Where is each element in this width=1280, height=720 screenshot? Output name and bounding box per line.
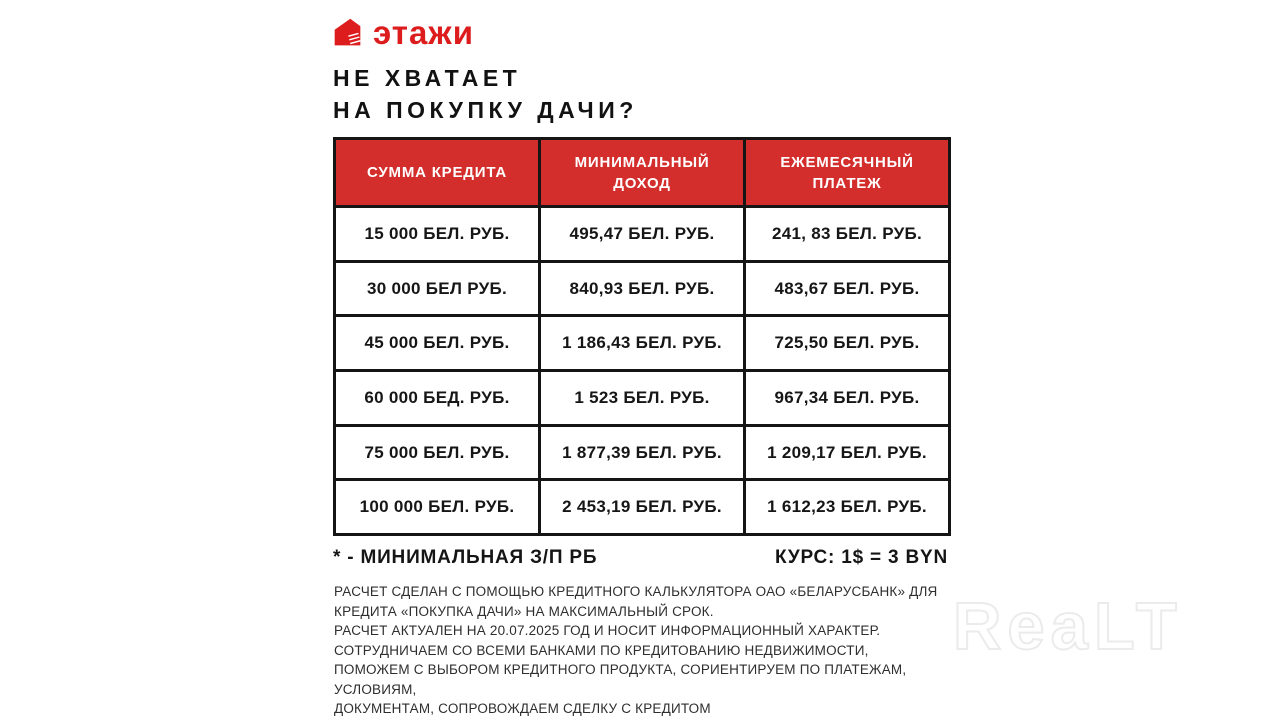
cell-monthly-payment: 1 612,23 БЕЛ. РУБ. bbox=[745, 480, 950, 535]
credit-table-body bbox=[335, 207, 950, 535]
disclaimer-line: СОТРУДНИЧАЕМ СО ВСЕМИ БАНКАМИ ПО КРЕДИТОВАНИЮ НЕДВИЖИМОСТИ, bbox=[334, 642, 869, 658]
column-header-loan-amount: СУММА КРЕДИТА bbox=[335, 139, 540, 207]
footnotes-row bbox=[333, 547, 948, 569]
column-header-min-income: МИНИМАЛЬНЫЙ ДОХОД bbox=[540, 139, 745, 207]
table-row bbox=[335, 207, 950, 262]
cell-monthly-payment: 967,34 БЕЛ. РУБ. bbox=[745, 371, 950, 426]
disclaimer-line: ДОКУМЕНТАМ, СОПРОВОЖДАЕМ СДЕЛКУ С КРЕДИТОМ bbox=[334, 701, 711, 716]
cell-monthly-payment: 483,67 БЕЛ. РУБ. bbox=[745, 261, 950, 316]
disclaimer-text bbox=[334, 582, 982, 719]
brand-logo-text: этажи bbox=[373, 14, 474, 51]
cell-loan-amount: 100 000 БЕЛ. РУБ. bbox=[335, 480, 540, 535]
header-row bbox=[335, 139, 950, 207]
page-title-line1: НЕ ХВАТАЕТ bbox=[333, 65, 522, 91]
cell-loan-amount: 15 000 БЕЛ. РУБ. bbox=[335, 207, 540, 262]
page-title-line2: НА ПОКУПКУ ДАЧИ? bbox=[333, 97, 638, 123]
footnote-exchange-rate: КУРС: 1$ = 3 BYN bbox=[775, 547, 948, 568]
table-row bbox=[335, 261, 950, 316]
brand-logo bbox=[331, 16, 474, 49]
table-row bbox=[335, 480, 950, 535]
cell-loan-amount: 45 000 БЕЛ. РУБ. bbox=[335, 316, 540, 371]
cell-monthly-payment: 725,50 БЕЛ. РУБ. bbox=[745, 316, 950, 371]
cell-min-income: 1 523 БЕЛ. РУБ. bbox=[540, 371, 745, 426]
credit-table bbox=[333, 137, 951, 536]
cell-loan-amount: 75 000 БЕЛ. РУБ. bbox=[335, 425, 540, 480]
cell-loan-amount: 60 000 БЕД. РУБ. bbox=[335, 371, 540, 426]
cell-monthly-payment: 1 209,17 БЕЛ. РУБ. bbox=[745, 425, 950, 480]
disclaimer-line: РАСЧЕТ АКТУАЛЕН НА 20.07.2025 ГОД И НОСИТ ИНФОРМАЦИОННЫЙ ХАРАКТЕР. bbox=[334, 623, 881, 638]
cell-monthly-payment: 241, 83 БЕЛ. РУБ. bbox=[745, 207, 950, 262]
cell-min-income: 495,47 БЕЛ. РУБ. bbox=[540, 207, 745, 262]
cell-min-income: 840,93 БЕЛ. РУБ. bbox=[540, 261, 745, 316]
house-icon bbox=[331, 16, 364, 49]
table-row bbox=[335, 371, 950, 426]
cell-min-income: 1 186,43 БЕЛ. РУБ. bbox=[540, 316, 745, 371]
footnote-min-salary: * - МИНИМАЛЬНАЯ З/П РБ bbox=[333, 547, 598, 568]
table-row bbox=[335, 316, 950, 371]
realt-watermark: ReaLT bbox=[953, 589, 1183, 664]
cell-min-income: 1 877,39 БЕЛ. РУБ. bbox=[540, 425, 745, 480]
disclaimer-line: ПОМОЖЕМ С ВЫБОРОМ КРЕДИТНОГО ПРОДУКТА, СОРИЕНТИРУЕМ ПО ПЛАТЕЖАМ, bbox=[334, 662, 907, 677]
column-header-monthly-payment: ЕЖЕМЕСЯЧНЫЙ ПЛАТЕЖ bbox=[745, 139, 950, 207]
disclaimer-line: УСЛОВИЯМ, bbox=[334, 681, 417, 697]
table-row bbox=[335, 425, 950, 480]
disclaimer-line: РАСЧЕТ СДЕЛАН С ПОМОЩЬЮ КРЕДИТНОГО КАЛЬКУЛЯТОРА ОАО «БЕЛАРУСБАНК» ДЛЯ bbox=[334, 584, 938, 599]
cell-min-income: 2 453,19 БЕЛ. РУБ. bbox=[540, 480, 745, 535]
credit-table-head bbox=[335, 139, 950, 207]
page-title bbox=[333, 62, 638, 126]
cell-loan-amount: 30 000 БЕЛ РУБ. bbox=[335, 261, 540, 316]
disclaimer-line: КРЕДИТА «ПОКУПКА ДАЧИ» НА МАКСИМАЛЬНЫЙ СРОК. bbox=[334, 603, 714, 619]
